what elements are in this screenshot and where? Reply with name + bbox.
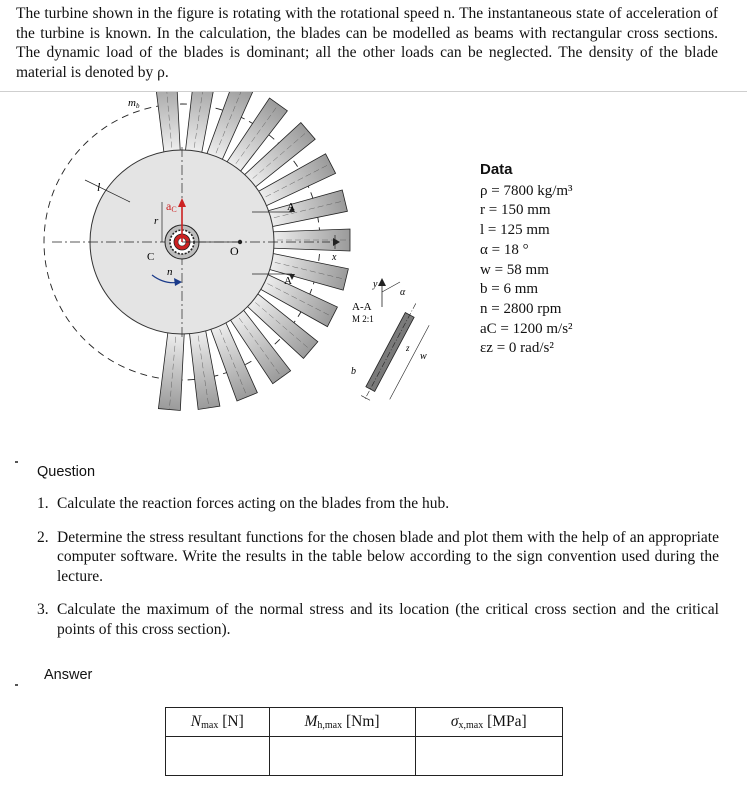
y-axis-arrowhead <box>378 278 386 286</box>
label-ac: aC <box>166 199 177 214</box>
question-list <box>37 494 719 653</box>
results-table <box>165 707 563 776</box>
data-row: w = 58 mm <box>480 261 549 278</box>
label-w: w <box>420 351 427 362</box>
table-header-cell: $\sigma_{x,max}$ [MPa] <box>415 708 562 737</box>
turbine-blade <box>154 92 183 157</box>
turbine-blade <box>268 229 350 251</box>
label-a-bottom: A <box>284 275 292 287</box>
turbine-blade <box>158 327 187 411</box>
list-item-number: 2. <box>37 528 49 546</box>
list-item-text: Calculate the reaction forces acting on the blades from the hub. <box>57 495 450 512</box>
question-heading: Question <box>37 464 96 480</box>
turbine-figure <box>30 92 470 432</box>
data-row: b = 6 mm <box>480 281 539 298</box>
list-item-number: 3. <box>37 601 49 618</box>
list-item-text: Calculate the maximum of the normal stress and its location (the critical cross section and the critical points of this cross section). <box>57 601 719 638</box>
margin-marker <box>15 684 18 686</box>
label-x: x <box>332 252 337 263</box>
data-row: n = 2800 rpm <box>480 300 562 317</box>
answer-heading: Answer <box>44 667 93 683</box>
table-cell[interactable] <box>269 737 415 776</box>
label-o: O <box>230 244 239 258</box>
data-row: aC = 1200 m/s² <box>480 320 573 337</box>
label-c: C <box>147 251 155 263</box>
table-header-cell: $N_{max}$ [N] <box>166 708 270 737</box>
table-header-row <box>166 708 563 737</box>
label-n: n <box>167 266 173 278</box>
table-header-cell: $M_{h,max}$ [Nm] <box>269 708 415 737</box>
b-dim-line <box>361 396 370 401</box>
table-cell[interactable] <box>415 737 562 776</box>
label-m-b: mb <box>128 97 140 110</box>
data-title: Data <box>480 161 513 178</box>
list-item <box>37 528 719 587</box>
label-l: l <box>97 180 101 194</box>
table-row <box>166 737 563 776</box>
label-alpha: α <box>400 287 406 298</box>
table-cell[interactable] <box>166 737 270 776</box>
label-scale: M 2:1 <box>352 314 374 324</box>
data-row: εz = 0 rad/s² <box>480 340 554 357</box>
data-row: l = 125 mm <box>480 222 550 239</box>
label-r: r <box>154 215 159 227</box>
label-z: z <box>406 343 410 353</box>
list-item-number: 1. <box>37 495 49 512</box>
problem-statement: The turbine shown in the figure is rotating with the rotational speed n. The instantaneous state of acceleration of the turbine is known. In the calculation, the blades can be modelled as beams with rectangular cross sections. The dynamic load of the blades is dominant; all the other loads can be neglected. The density of the blade material is denoted by ρ. <box>16 5 718 81</box>
data-row: r = 150 mm <box>480 202 551 219</box>
list-item <box>37 494 719 514</box>
blade-shape <box>154 92 183 157</box>
data-rows <box>480 182 573 359</box>
data-row: α = 18 ° <box>480 241 529 258</box>
margin-marker <box>15 461 18 463</box>
label-y: y <box>373 279 378 290</box>
data-block <box>480 160 573 359</box>
label-section: A-A <box>352 301 372 313</box>
label-b: b <box>351 366 356 377</box>
data-row: ρ = 7800 kg/m³ <box>480 182 573 199</box>
list-item-text: Determine the stress resultant functions for the chosen blade and plot them with the help of an appropriate computer software. Write the results in the table below according to the sign convention used during the lecture. <box>57 528 719 585</box>
list-item <box>37 600 719 639</box>
label-a-top: A <box>287 201 295 213</box>
